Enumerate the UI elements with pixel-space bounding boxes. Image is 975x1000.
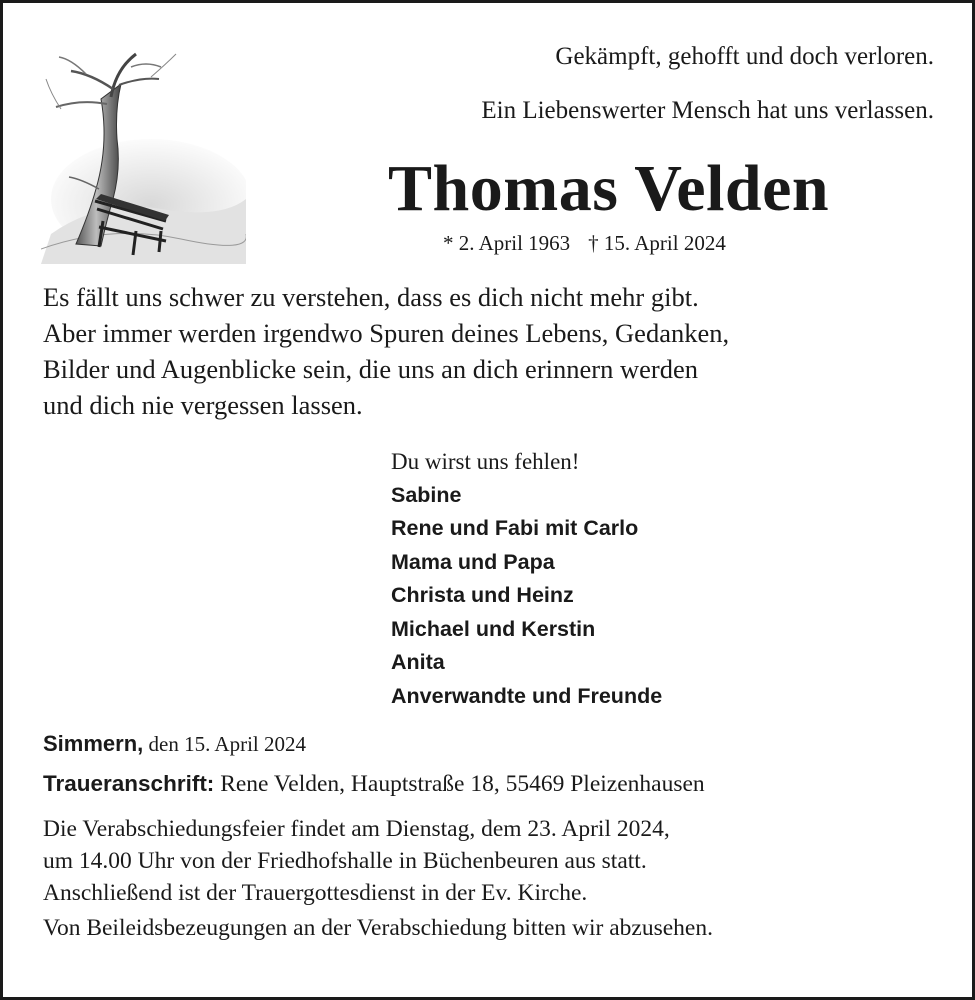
address-label: Traueranschrift: <box>43 771 215 796</box>
tree-bench-illustration <box>41 49 246 264</box>
address-value: Rene Velden, Hauptstraße 18, 55469 Pleizenhausen <box>220 771 705 797</box>
signoff-intro: Du wirst uns fehlen! <box>391 449 580 474</box>
mourning-address <box>43 771 705 798</box>
family-member: Sabine <box>391 482 462 507</box>
notice-date: den 15. April 2024 <box>148 732 307 756</box>
signoff-block <box>391 445 662 713</box>
message-text <box>43 279 729 423</box>
message-line: Aber immer werden irgendwo Spuren deines Lebens, Gedanken, <box>43 318 730 348</box>
life-dates <box>443 231 726 256</box>
ceremony-line: um 14.00 Uhr von der Friedhofshalle in Büchenbeuren aus statt. <box>43 848 647 874</box>
message-line: Es fällt uns schwer zu verstehen, dass es dich nicht mehr gibt. <box>43 282 699 312</box>
ceremony-line: Anschließend ist der Trauergottesdienst in der Ev. Kirche. <box>43 880 588 906</box>
family-member: Michael und Kerstin <box>391 616 596 641</box>
family-member: Mama und Papa <box>391 549 555 574</box>
message-line: Bilder und Augenblicke sein, die uns an dich erinnern werden <box>43 354 698 384</box>
deceased-name: Thomas Velden <box>388 152 830 225</box>
family-member: Anita <box>391 650 445 674</box>
place-date-line <box>43 731 306 757</box>
birth-date: * 2. April 1963 <box>443 231 571 255</box>
family-member: Rene und Fabi mit Carlo <box>391 516 639 540</box>
condolence-note: Von Beileidsbezeugungen an der Verabschiedung bitten wir abzusehen. <box>43 915 713 941</box>
place-name: Simmern, <box>43 731 144 756</box>
quote-line-2: Ein Liebenswerter Mensch hat uns verlassen. <box>481 97 934 124</box>
ceremony-line: Die Verabschiedungsfeier findet am Dienstag, dem 23. April 2024, <box>43 816 670 842</box>
quote-line-1: Gekämpft, gehofft und doch verloren. <box>555 43 934 70</box>
death-date: † 15. April 2024 <box>588 231 726 255</box>
family-member: Anverwandte und Freunde <box>391 683 663 708</box>
message-line: und dich nie vergessen lassen. <box>43 390 363 420</box>
family-member: Christa und Heinz <box>391 583 574 607</box>
ceremony-info <box>43 813 670 909</box>
